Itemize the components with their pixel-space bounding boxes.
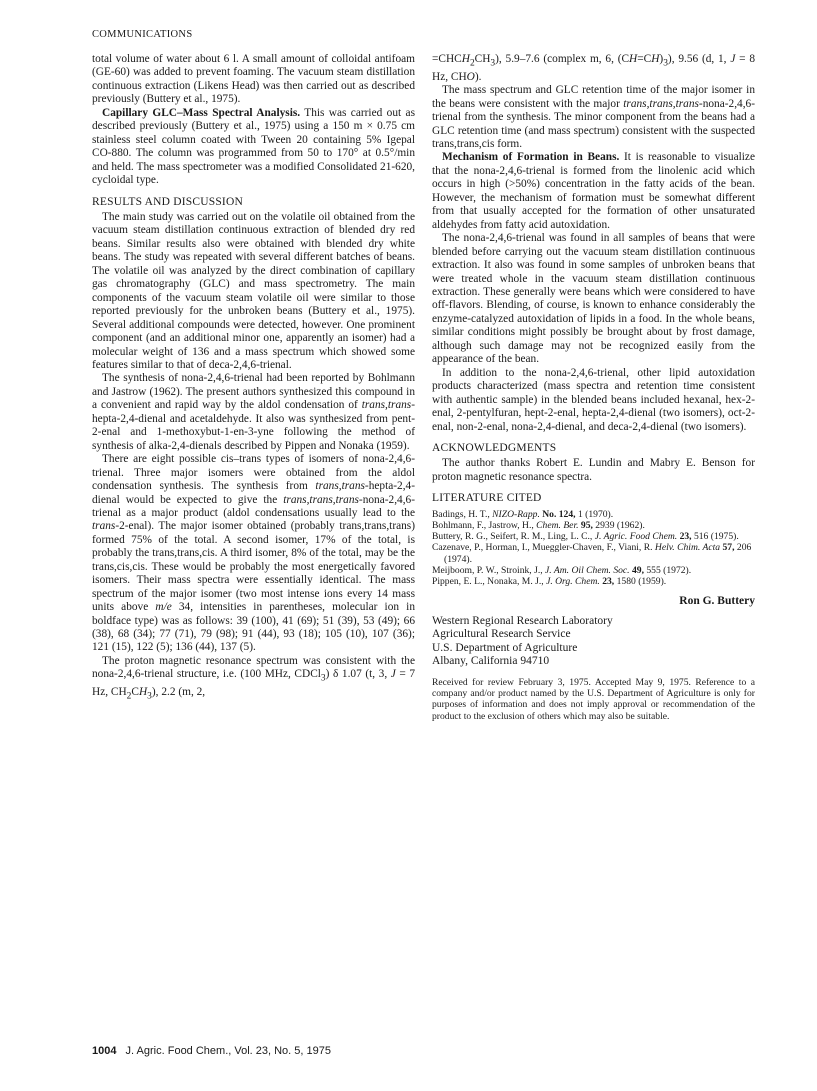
run-in-heading: Capillary GLC–Mass Spectral Analysis. (102, 106, 301, 119)
italic-text: J (390, 668, 396, 681)
running-head: COMMUNICATIONS (92, 29, 193, 40)
text: 34, intensities in parentheses, molecular ion in boldface type) was as follows: 39 (100), 41 (69); 51 (39), 53 (49); 66 (38), 68 (34); 77 (71), 79 (98); 91 (44), 93 (18); 105 (10), 107 (36); 121 (15), 122 (5); 136 (44), 137 (5). (92, 601, 415, 654)
reference-item (432, 576, 755, 587)
journal-name: J. Agric. Food Chem. (594, 531, 678, 543)
reference-item (432, 509, 755, 520)
italic-text: H (629, 53, 638, 65)
text: 206 (1974). (444, 542, 752, 565)
right-column (432, 53, 755, 722)
italic-text: trans,trans,trans (283, 493, 359, 506)
journal-name: NIZO-Rapp. (492, 508, 540, 520)
text: Buttery, R. G., Seifert, R. M., Ling, L. C., (432, 531, 595, 543)
section-heading: RESULTS AND DISCUSSION (92, 195, 243, 208)
text: ) δ 1.07 (t, 3, (325, 668, 391, 681)
volume: 23, (677, 531, 692, 543)
journal-name: Chem. Ber. (536, 519, 579, 531)
volume: 23, (599, 575, 615, 587)
text: Bohlmann, F., Jastrow, H., (432, 519, 537, 531)
italic-text: trans,trans (315, 480, 365, 493)
text: = 8 Hz, CH (432, 53, 755, 83)
text: = 7 Hz, CH (92, 668, 415, 699)
text: =C (637, 53, 652, 65)
reference-item (432, 531, 755, 542)
text: ), 5.9–7.6 (complex m, 6, (C (495, 53, 630, 65)
italic-text: J (730, 53, 736, 65)
journal-name: J. Org. Chem. (546, 575, 600, 587)
text: -hepta-2,4-dienal would be expected to give the (92, 480, 415, 506)
text: -2-enal). The major isomer obtained (probably trans,trans,trans) formed 75% of the total. A second isomer, 17% of the total, is probably the trans,trans,cis. A third isomer, 8% of the total, may be the trans,cis,cis. These would be probably the most energetically favored isomers. Their mass spectra were essentially identical. The mass spectrum of the major isomer (two most intense ions every 14 mass units above (92, 520, 415, 614)
paragraph (92, 453, 415, 655)
volume: 95, (578, 519, 593, 531)
text: 2939 (1962). (592, 519, 645, 531)
subscript: 3 (320, 673, 326, 684)
text: Cazenave, P., Horman, I., Mueggler-Chaven, F., Viani, R. (432, 542, 655, 554)
text: ) (659, 53, 664, 65)
italic-text: m/e (155, 601, 172, 614)
text: Badings, H. T., (432, 508, 493, 520)
text: ). (474, 70, 482, 83)
reference-item (432, 565, 755, 576)
italic-text: trans (92, 520, 116, 533)
journal-name: Helv. Chim. Acta (654, 542, 721, 554)
received-note: Received for review February 3, 1975. Accepted May 9, 1975. Reference to a company and/or product named by the U.S. Department of Agriculture is only for purposes of information and does not imply approval or recommendation of the product to the exclusion of others which may also be suitable. (432, 677, 755, 722)
text: ), 2.2 (m, 2, (151, 686, 206, 699)
text: -hepta-2,4-dienal and acetaldehyde. It also was synthesized from pent-2-enal and 1-methoxybut-1-en-3-yne following the method of synthesis of alka-2,4-dienals described by Pippen and Nonaka (1959). (92, 399, 415, 452)
italic-text: trans,trans,trans (623, 97, 699, 110)
text: Meijboom, P. W., Stroink, J., (432, 564, 546, 576)
author-name: Ron G. Buttery (679, 595, 755, 608)
text: -nona-2,4,6-trienal from the synthesis. The minor component from the beans had a GLC retention time (and mass spectrum) consistent with the suspected trans,trans,cis form. (432, 97, 755, 150)
left-column (92, 53, 415, 704)
volume: 57, (720, 542, 735, 554)
paragraph (92, 107, 415, 188)
text: 516 (1975). (691, 531, 739, 543)
paragraph (432, 53, 755, 84)
run-in-heading: Mechanism of Formation in Beans. (442, 151, 620, 164)
paragraph-text: This was carried out as described previously (Buttery et al., 1975) using a 150 m × 0.75 cm stainless steel column coated with Tween 20 containing 5% Igepal CO-880. The column was programmed from 50 to 170° at 0.5°/min and held. The mass spectrometer was a modified Consolidated 21-620, cycloidal type. (92, 106, 415, 187)
paragraph: The main study was carried out on the volatile oil obtained from the vacuum steam distillation continuous extraction of blended dry red beans. Similar results also were obtained with blended dry white beans. The study was repeated with several different batches of beans. The volatile oil was analyzed by the direct combination of capillary gas chromatography (GLC) and mass spectrometry. The main components of the vacuum steam volatile oil were similar to those reported previously for the unbroken beans (Buttery et al., 1975). Several additional compounds were detected, however. One prominent component (and an additional minor one, apparently an isomer) had a molecular weight of 136 and a mass spectrum which showed some features similar to that of deca-2,4,6-trienal. (92, 210, 415, 371)
text: 1580 (1959). (614, 575, 667, 587)
paragraph: In addition to the nona-2,4,6-trienal, other lipid autoxidation products characterized (mass spectra and retention time consistent with authentic sample) in the blended beans included hexanal, hex-2-enal, 2-pentylfuran, hept-2-enal, hepta-2,4-dienal (two isomers), oct-2-enal, non-2-enal, nona-2,4-dienal, and deca-2,4-dienal (two isomers). (432, 366, 755, 433)
subscript: 3 (490, 58, 496, 69)
affiliation-line: Western Regional Research Laboratory (432, 614, 613, 627)
text: The proton magnetic resonance spectrum was consistent with the nona-2,4,6-trienal structure, i.e. (100 MHz, CDCl (92, 654, 415, 681)
italic-text: H (138, 686, 148, 699)
reference-item (432, 520, 755, 531)
section-heading: LITERATURE CITED (432, 492, 542, 505)
volume: 49, (629, 564, 644, 576)
paragraph: The author thanks Robert E. Lundin and Mabry E. Benson for proton magnetic resonance spectra. (432, 457, 755, 483)
subscript: 3 (663, 58, 668, 69)
subscript: 3 (147, 691, 152, 702)
journal-name: J. Am. Oil Chem. Soc. (545, 564, 630, 576)
paragraph: total volume of water about 6 l. A small amount of colloidal antifoam (GE-60) was added to prevent foaming. The vacuum steam distillation continuous extraction (Likens Head) was then carried out as described previously (Buttery et al., 1975). (92, 53, 415, 106)
author-affiliation (432, 615, 755, 669)
text: CH (474, 53, 491, 65)
subscript: 2 (126, 691, 132, 702)
paragraph (92, 372, 415, 453)
text: Pippen, E. L., Nonaka, M. J., (432, 575, 547, 587)
volume: No. 124, (539, 508, 576, 520)
text: 1 (1970). (575, 508, 614, 520)
italic-text: trans,trans (361, 399, 412, 412)
section-heading: ACKNOWLEDGMENTS (432, 441, 557, 454)
affiliation-line: U.S. Department of Agriculture (432, 641, 578, 654)
text: C (131, 686, 139, 699)
text: -nona-2,4,6-trienal as a major product (aldol condensations usually lead to the (92, 493, 415, 519)
paragraph (92, 655, 415, 704)
reference-list (432, 509, 755, 587)
paragraph: The nona-2,4,6-trienal was found in all samples of beans that were blended before carrying out the vacuum steam distillation continuous extraction. It also was found in some samples of unbroken beans that were treated whole in the vacuum steam distillation continuous extraction. These generally were beans which were considered to have off-flavors. Blending, of course, is known to enhance considerably the enzyme-catalyzed autoxidation of lipids in a food. In the whole beans, similar conditions might possibly be brought about by frost damage, although such damage may not be recognized easily from the appearance of the bean. (432, 232, 755, 366)
reference-item (432, 542, 755, 564)
italic-text: H (651, 53, 660, 65)
text: The synthesis of nona-2,4,6-trienal had been reported by Bohlmann and Jastrow (1962). The present authors synthesized this compound in a convenient and rapid way by the aldol condensation of (92, 372, 415, 412)
text: 555 (1972). (643, 564, 692, 576)
paragraph (432, 84, 755, 151)
text: ), 9.56 (d, 1, (667, 53, 731, 65)
paragraph (432, 151, 755, 232)
text: The mass spectrum and GLC retention time of the major isomer in the beans were consistent with the major (432, 84, 755, 110)
paragraph-text: It is reasonable to visualize that the nona-2,4,6-trienal is formed from the linolenic acid which occurs in high (>50%) concentration in the fatty acids of the bean. However, the mechanism of formation must be somewhat different from that usually accepted for the formation of other unsaturated aldehydes from fatty acid autoxidation. (432, 151, 755, 231)
affiliation-line: Agricultural Research Service (432, 628, 571, 641)
subscript: 2 (469, 58, 475, 69)
text: There are eight possible cis–trans types of isomers of nona-2,4,6-trienal. Three major isomers were obtained from the aldol condensation synthesis. The synthesis from (92, 453, 415, 493)
italic-text: O (466, 70, 475, 83)
affiliation-line: Albany, California 94710 (432, 655, 550, 668)
journal-citation: J. Agric. Food Chem., Vol. 23, No. 5, 1975 (125, 1045, 331, 1057)
page-number: 1004 (92, 1045, 117, 1057)
page-footer (92, 1045, 331, 1057)
text: =CHC (432, 53, 462, 65)
italic-text: H (461, 53, 470, 65)
